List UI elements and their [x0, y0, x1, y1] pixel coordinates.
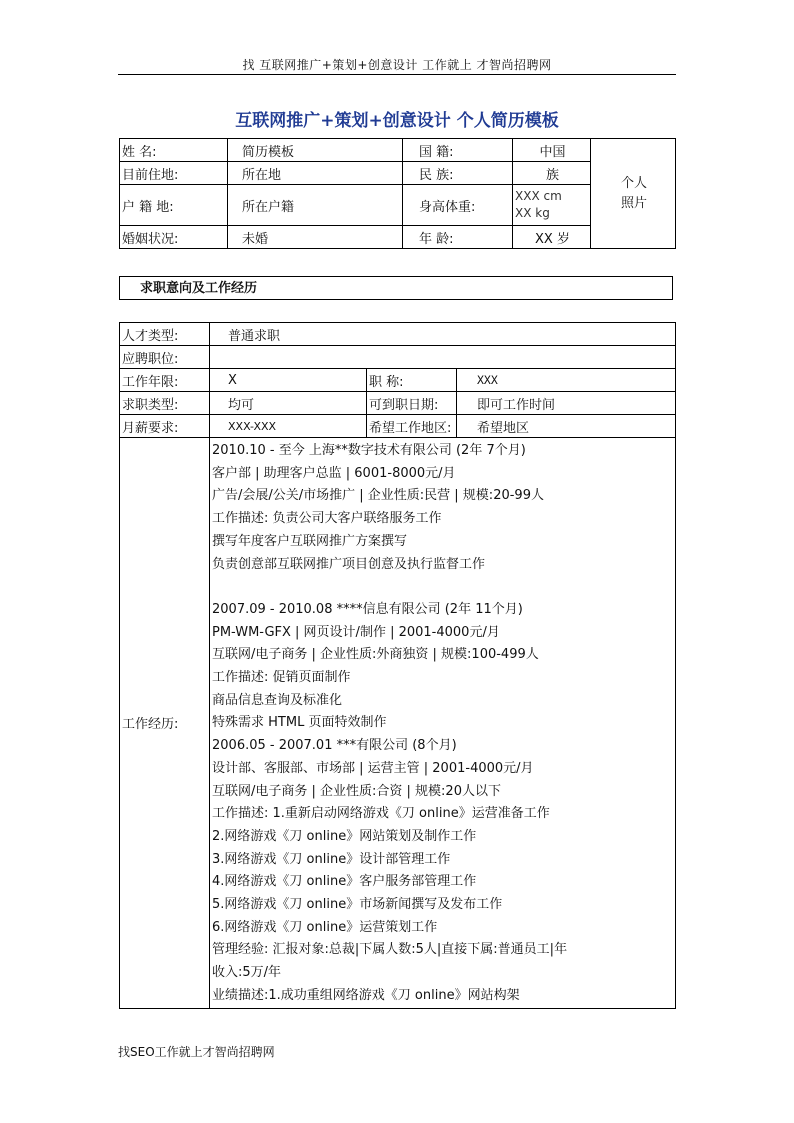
name-label: 姓 名: [120, 139, 228, 162]
experience-line: 工作描述: 促销页面制作 [212, 670, 351, 686]
marital-value: 未婚 [228, 226, 403, 249]
salary-value: XXX-XXX [210, 415, 367, 438]
age-label: 年 龄: [403, 226, 513, 249]
photo-label-line2: 照片 [620, 195, 647, 211]
experience-line: 撰写年度客户互联网推广方案撰写 [212, 533, 408, 549]
experience-line: 商品信息查询及标准化 [212, 692, 343, 708]
experience-line [212, 576, 673, 599]
experience-line: 2.网络游戏《刀 online》网站策划及制作工作 [212, 828, 477, 844]
talent-type-label: 人才类型: [120, 323, 210, 346]
name-value: 简历模板 [228, 139, 403, 162]
experience-line: 客户部 | 助理客户总监 | 6001-8000元/月 [212, 465, 456, 481]
weight-value: XX kg [515, 206, 550, 220]
area-value: 希望地区 [457, 415, 676, 438]
ethnicity-label: 民 族: [403, 162, 513, 185]
height-value: XXX cm [515, 189, 562, 203]
page-title: 互联网推广+策划+创意设计 个人简历模板 [235, 111, 559, 131]
experience-line: 互联网/电子商务 | 企业性质:合资 | 规模:20人以下 [212, 783, 501, 799]
title-value: XXX [457, 369, 676, 392]
residence-label: 目前住地: [120, 162, 228, 185]
experience-line: PM-WM-GFX | 网页设计/制作 | 2001-4000元/月 [212, 624, 500, 640]
experience-lines [212, 440, 673, 1008]
personal-info-table [119, 138, 676, 249]
title-label: 职 称: [367, 369, 457, 392]
experience-label: 工作经历: [120, 438, 210, 1009]
experience-line: 互联网/电子商务 | 企业性质:外商独资 | 规模:100-499人 [212, 647, 539, 663]
talent-type-value: 普通求职 [210, 323, 676, 346]
age-value: XX 岁 [513, 226, 591, 249]
experience-line: 工作描述: 负责公司大客户联络服务工作 [212, 511, 442, 527]
salary-label: 月薪要求: [120, 415, 210, 438]
available-date-label: 可到职日期: [367, 392, 457, 415]
experience-line: 负责创意部互联网推广项目创意及执行监督工作 [212, 556, 486, 572]
available-date-value: 即可工作时间 [457, 392, 676, 415]
header-divider [118, 74, 676, 75]
experience-line: 设计部、客服部、市场部 | 运营主管 | 2001-4000元/月 [212, 760, 534, 776]
job-type-value: 均可 [210, 392, 367, 415]
ethnicity-value: 族 [513, 162, 591, 185]
page-header: 找 互联网推广+策划+创意设计 工作就上 才智尚招聘网 [242, 58, 552, 72]
height-weight-label: 身高体重: [403, 185, 513, 226]
experience-line: 2006.05 - 2007.01 ***有限公司 (8个月) [212, 738, 457, 754]
hukou-value: 所在户籍 [228, 185, 403, 226]
experience-line: 2010.10 - 至今 上海**数字技术有限公司 (2年 7个月) [212, 443, 526, 458]
experience-line: 特殊需求 HTML 页面特效制作 [212, 715, 387, 731]
photo-placeholder [591, 139, 676, 249]
page-footer: 找SEO工作就上才智尚招聘网 [118, 1045, 275, 1059]
job-intent-table [119, 322, 676, 1009]
job-type-label: 求职类型: [120, 392, 210, 415]
area-label: 希望工作地区: [367, 415, 457, 438]
section-title: 求职意向及工作经历 [119, 276, 673, 300]
experience-line: 6.网络游戏《刀 online》运营策划工作 [212, 919, 438, 935]
years-label: 工作年限: [120, 369, 210, 392]
experience-line: 收入:5万/年 [212, 965, 282, 981]
experience-line: 2007.09 - 2010.08 ****信息有限公司 (2年 11个月) [212, 601, 523, 617]
experience-line: 广告/会展/公关/市场推广 | 企业性质:民营 | 规模:20-99人 [212, 488, 544, 504]
nationality-label: 国 籍: [403, 139, 513, 162]
hukou-label: 户 籍 地: [120, 185, 228, 226]
experience-line: 4.网络游戏《刀 online》客户服务部管理工作 [212, 874, 477, 890]
nationality-value: 中国 [513, 139, 591, 162]
height-weight-value [513, 185, 591, 226]
experience-line: 业绩描述:1.成功重组网络游戏《刀 online》网站构架 [212, 987, 520, 1003]
experience-line: 3.网络游戏《刀 online》设计部管理工作 [212, 851, 451, 867]
experience-line: 管理经验: 汇报对象:总裁|下属人数:5人|直接下属:普通员工|年 [212, 942, 568, 958]
position-label: 应聘职位: [120, 346, 210, 369]
position-value [210, 346, 676, 369]
years-value: X [210, 369, 367, 392]
experience-line: 工作描述: 1.重新启动网络游戏《刀 online》运营准备工作 [212, 806, 550, 822]
experience-line: 5.网络游戏《刀 online》市场新闻撰写及发布工作 [212, 897, 503, 913]
photo-label-line1: 个人 [620, 175, 647, 191]
experience-content [210, 438, 676, 1009]
residence-value: 所在地 [228, 162, 403, 185]
marital-label: 婚姻状况: [120, 226, 228, 249]
